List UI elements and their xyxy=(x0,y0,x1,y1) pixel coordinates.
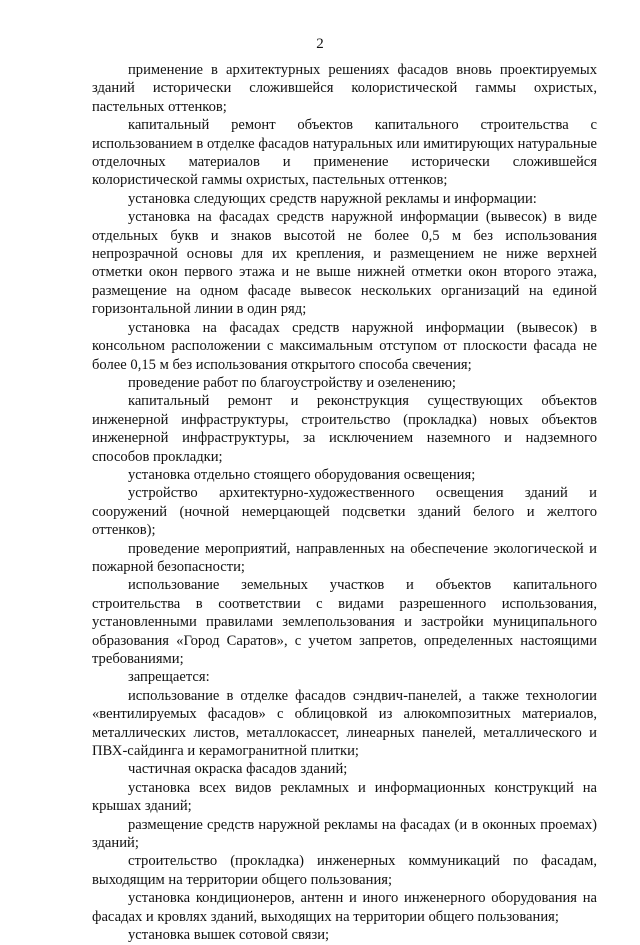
page-number: 2 xyxy=(316,36,324,52)
paragraph-roof-advertising: установка всех видов рекламных и информационных конструкций на крышах зданий; xyxy=(92,779,597,815)
paragraph-landscaping: проведение работ по благоустройству и озеленению; xyxy=(128,374,456,391)
paragraph-partial-painting: частичная окраска фасадов зданий; xyxy=(128,761,348,778)
paragraph-advertising-intro: установка следующих средств наружной рекламы и информации: xyxy=(128,190,537,207)
paragraph-facade-new-buildings: применение в архитектурных решениях фасадов вновь проектируемых зданий исторически сложившейся колористической гаммы охристых, пастельных оттенков; xyxy=(92,62,597,115)
paragraph-lighting-equipment: установка отдельно стоящего оборудования освещения; xyxy=(128,466,476,483)
paragraph-architectural-lighting: устройство архитектурно-художественного освещения зданий и сооружений (ночной немерцающей подсветки зданий белого и желтого оттенков); xyxy=(92,485,597,539)
paragraph-cell-towers: установка вышек сотовой связи; xyxy=(128,927,330,944)
paragraph-signage-letters: установка на фасадах средств наружной информации (вывесок) в виде отдельных букв и знаков высотой не более 0,5 м без использования непрозрачной основы для их крепления, и размещением не ниже верхней отметки окон первого этажа и не выше нижней отметки окон второго этажа, размещение на одном фасаде вывесок нескольких организаций на единой горизонтальной линии в один ряд; xyxy=(92,209,597,318)
paragraph-facade-utilities: строительство (прокладка) инженерных коммуникаций по фасадам, выходящим на территории общего пользования; xyxy=(92,853,597,888)
paragraph-infrastructure: капитальный ремонт и реконструкция существующих объектов инженерной инфраструктуры, строительство (прокладка) новых объектов инженерной инфраструктуры, за исключением наземного и надземного способов прокладки; xyxy=(92,393,597,465)
document-body xyxy=(92,61,597,945)
paragraph-capital-repair: капитальный ремонт объектов капитального строительства с использованием в отделке фасадов натуральных или имитирующих натуральные отделочных материалов и применение исторически сложившейся колористической гаммы охристых, пастельных оттенков; xyxy=(92,117,597,189)
paragraph-facade-advertising: размещение средств наружной рекламы на фасадах (и в оконных проемах) зданий; xyxy=(92,816,597,852)
paragraph-prohibited-heading: запрещается: xyxy=(128,669,210,686)
paragraph-air-conditioners: установка кондиционеров, антенн и иного инженерного оборудования на фасадах и кровлях зданий, выходящих на территории общего пользования; xyxy=(92,890,597,925)
paragraph-safety-measures: проведение мероприятий, направленных на обеспечение экологической и пожарной безопасности; xyxy=(92,540,597,575)
paragraph-signage-console: установка на фасадах средств наружной информации (вывесок) в консольном расположении с максимальным отступом от плоскости фасада не более 0,15 м без использования открытого способа свечения; xyxy=(92,319,597,373)
paragraph-sandwich-panels: использование в отделке фасадов сэндвич-панелей, а также технологии «вентилируемых фасадов» с облицовкой из алюкомпозитных материалов, металлических листов, металлокассет, линеарных панелей, металлического и ПВХ-сайдинга и керамогранитной плитки; xyxy=(92,687,597,760)
paragraph-land-use: использование земельных участков и объектов капитального строительства в соответствии с видами разрешенного использования, установленными правилами землепользования и застройки муниципального образования «Город Саратов», с учетом запретов, определенных настоящими требованиями; xyxy=(92,577,597,667)
